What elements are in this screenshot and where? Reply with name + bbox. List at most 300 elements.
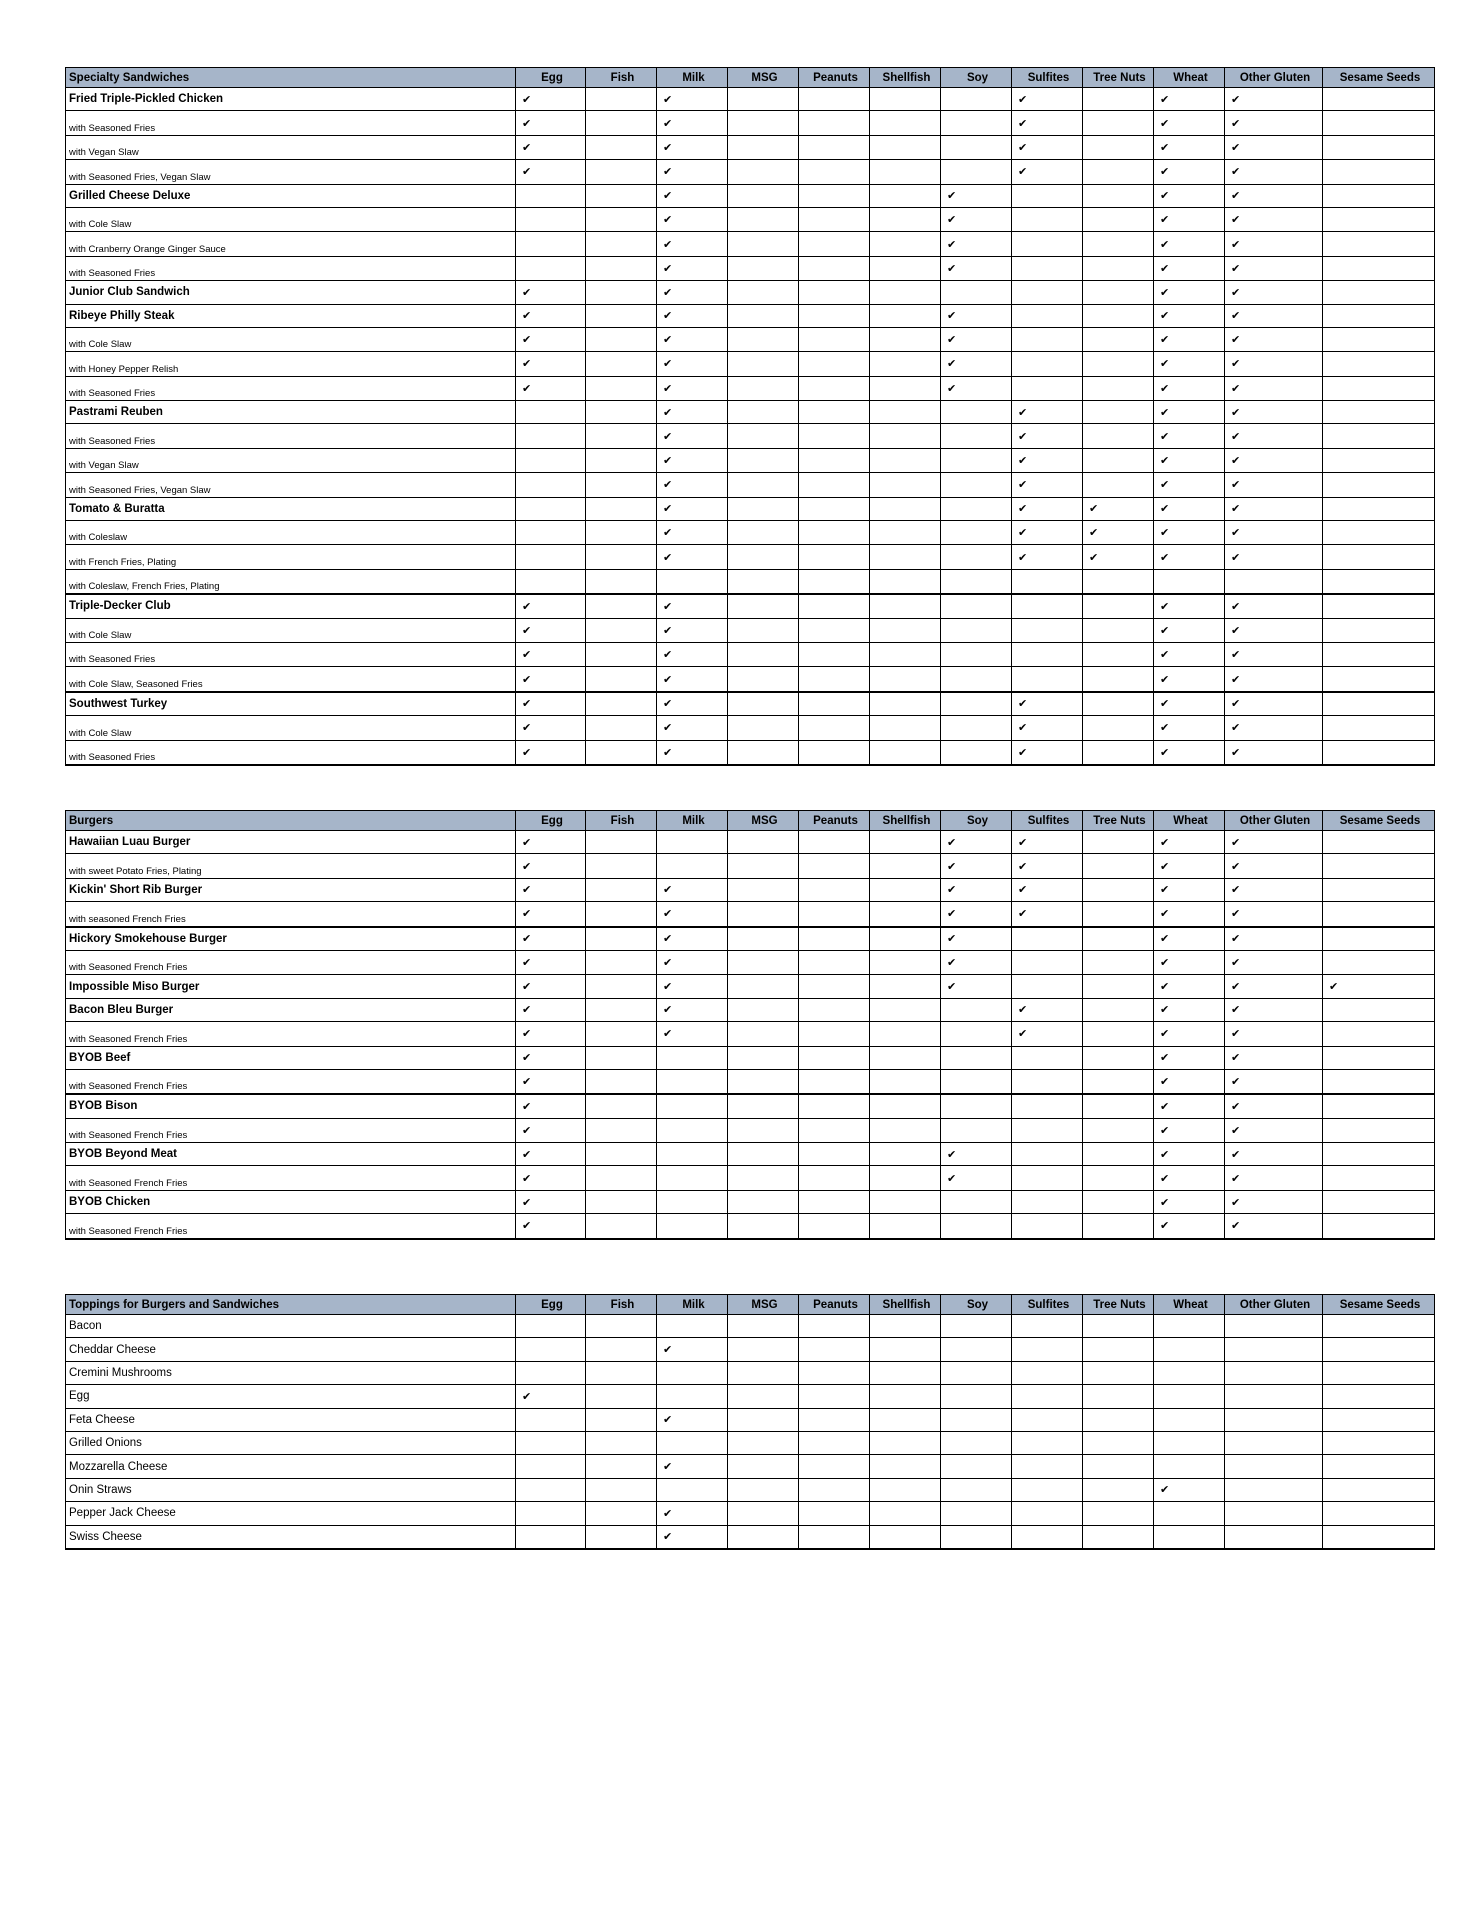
allergen-cell (1012, 1431, 1083, 1454)
menu-item-variant: with Coleslaw, French Fries, Plating (66, 569, 516, 594)
check-icon: ✔ (1231, 430, 1241, 443)
allergen-cell (1083, 473, 1154, 497)
check-icon: ✔ (1160, 382, 1170, 395)
allergen-cell (657, 569, 728, 594)
table-row (66, 135, 1435, 159)
allergen-cell (728, 545, 799, 569)
menu-item-variant: with Cole Slaw (66, 327, 516, 351)
allergen-cell (870, 1069, 941, 1094)
allergen-cell (516, 975, 586, 998)
column-header: Sesame Seeds (1323, 811, 1435, 831)
allergen-cell (657, 902, 728, 927)
check-icon: ✔ (663, 884, 673, 897)
allergen-cell (657, 207, 728, 231)
allergen-cell (1225, 1315, 1323, 1338)
allergen-cell (1323, 569, 1435, 594)
allergen-cell (870, 473, 941, 497)
allergen-cell (870, 232, 941, 256)
allergen-cell (657, 1118, 728, 1142)
allergen-cell (941, 304, 1012, 327)
menu-item-name: Triple-Decker Club (66, 594, 516, 618)
table-row (66, 232, 1435, 256)
allergen-cell (1083, 1315, 1154, 1338)
allergen-cell (657, 232, 728, 256)
allergen-cell (799, 281, 870, 304)
allergen-cell (728, 1502, 799, 1525)
column-header: Egg (516, 68, 586, 88)
allergen-cell (657, 692, 728, 716)
check-icon: ✔ (1160, 1076, 1170, 1089)
allergen-cell (586, 1143, 657, 1166)
check-icon: ✔ (663, 933, 673, 946)
allergen-cell (941, 327, 1012, 351)
allergen-cell (1225, 135, 1323, 159)
column-header: MSG (728, 1295, 799, 1315)
allergen-cell (1323, 1431, 1435, 1454)
check-icon: ✔ (663, 908, 673, 921)
allergen-cell (1154, 1502, 1225, 1525)
allergen-cell (799, 1525, 870, 1549)
allergen-cell (1225, 424, 1323, 448)
table-row (66, 376, 1435, 400)
allergen-cell (941, 521, 1012, 545)
check-icon: ✔ (522, 1148, 532, 1161)
allergen-cell (657, 448, 728, 472)
allergen-cell (799, 692, 870, 716)
table-row (66, 667, 1435, 692)
allergen-cell (657, 618, 728, 642)
allergen-cell (870, 1525, 941, 1549)
allergen-cell (1154, 376, 1225, 400)
table-row (66, 642, 1435, 666)
allergen-cell (728, 1118, 799, 1142)
check-icon: ✔ (1018, 1004, 1028, 1017)
check-icon: ✔ (947, 884, 957, 897)
allergen-cell (799, 1338, 870, 1361)
check-icon: ✔ (1231, 1196, 1241, 1209)
table-row (66, 352, 1435, 376)
allergen-cell (516, 304, 586, 327)
column-header: Peanuts (799, 68, 870, 88)
allergen-cell (1154, 998, 1225, 1021)
allergen-cell (1154, 927, 1225, 951)
allergen-cell (941, 1455, 1012, 1478)
check-icon: ✔ (522, 1172, 532, 1185)
allergen-cell (1083, 1094, 1154, 1118)
table-row (66, 998, 1435, 1021)
allergen-cell (657, 424, 728, 448)
allergen-cell (941, 642, 1012, 666)
allergen-cell (586, 1190, 657, 1213)
allergen-cell (1154, 184, 1225, 207)
allergen-cell (870, 878, 941, 901)
check-icon: ✔ (663, 1028, 673, 1041)
allergen-cell (1154, 424, 1225, 448)
allergen-cell (586, 135, 657, 159)
allergen-cell (657, 160, 728, 184)
allergen-cell (1083, 1069, 1154, 1094)
check-icon: ✔ (1160, 1004, 1170, 1017)
check-icon: ✔ (1018, 455, 1028, 468)
allergen-cell (516, 716, 586, 740)
allergen-cell (1012, 281, 1083, 304)
check-icon: ✔ (663, 673, 673, 686)
menu-item-name: Onin Straws (66, 1478, 516, 1501)
check-icon: ✔ (1160, 860, 1170, 873)
allergen-cell (1225, 667, 1323, 692)
check-icon: ✔ (1160, 310, 1170, 323)
allergen-cell (1083, 1338, 1154, 1361)
specialty-sandwiches-table (65, 67, 1435, 766)
allergen-cell (728, 473, 799, 497)
check-icon: ✔ (663, 981, 673, 994)
allergen-cell (1323, 135, 1435, 159)
allergen-cell (1012, 950, 1083, 974)
allergen-cell (799, 1408, 870, 1431)
table-row (66, 1094, 1435, 1118)
allergen-cell (1012, 1361, 1083, 1384)
allergen-cell (728, 594, 799, 618)
check-icon: ✔ (1329, 981, 1339, 994)
allergen-cell (799, 594, 870, 618)
check-icon: ✔ (1018, 141, 1028, 154)
allergen-cell (586, 950, 657, 974)
menu-item-name: BYOB Chicken (66, 1190, 516, 1213)
allergen-cell (586, 473, 657, 497)
check-icon: ✔ (663, 1461, 673, 1474)
check-icon: ✔ (1160, 1484, 1170, 1497)
menu-item-variant: with Seasoned Fries (66, 376, 516, 400)
allergen-cell (1323, 1046, 1435, 1069)
allergen-cell (657, 256, 728, 280)
allergen-cell (799, 998, 870, 1021)
check-icon: ✔ (663, 141, 673, 154)
allergen-cell (799, 740, 870, 765)
allergen-cell (941, 207, 1012, 231)
table-row (66, 1214, 1435, 1239)
allergen-cell (1225, 1046, 1323, 1069)
menu-item-name: Swiss Cheese (66, 1525, 516, 1549)
allergen-cell (586, 740, 657, 765)
allergen-cell (1012, 545, 1083, 569)
allergen-cell (941, 1094, 1012, 1118)
check-icon: ✔ (1160, 957, 1170, 970)
allergen-cell (1154, 304, 1225, 327)
allergen-cell (586, 1502, 657, 1525)
allergen-cell (1323, 184, 1435, 207)
allergen-cell (870, 184, 941, 207)
allergen-cell (586, 327, 657, 351)
allergen-cell (1323, 667, 1435, 692)
allergen-cell (1323, 1022, 1435, 1046)
allergen-cell (870, 207, 941, 231)
allergen-cell (1323, 740, 1435, 765)
column-header: Sesame Seeds (1323, 68, 1435, 88)
allergen-cell (728, 667, 799, 692)
check-icon: ✔ (663, 722, 673, 735)
allergen-cell (799, 1361, 870, 1384)
allergen-cell (657, 88, 728, 111)
allergen-cell (728, 740, 799, 765)
allergen-cell (870, 594, 941, 618)
allergen-cell (799, 902, 870, 927)
allergen-cell (1083, 716, 1154, 740)
menu-item-name: Bacon Bleu Burger (66, 998, 516, 1021)
check-icon: ✔ (1018, 527, 1028, 540)
allergen-cell (1323, 1118, 1435, 1142)
allergen-cell (516, 376, 586, 400)
allergen-cell (657, 667, 728, 692)
check-icon: ✔ (947, 981, 957, 994)
allergen-cell (941, 1190, 1012, 1213)
column-header: Tree Nuts (1083, 811, 1154, 831)
allergen-cell (657, 975, 728, 998)
allergen-cell (728, 497, 799, 520)
allergen-cell (1012, 521, 1083, 545)
allergen-cell (516, 1525, 586, 1549)
allergen-cell (1225, 232, 1323, 256)
allergen-cell (586, 1166, 657, 1190)
allergen-cell (1225, 352, 1323, 376)
check-icon: ✔ (1160, 141, 1170, 154)
allergen-cell (586, 352, 657, 376)
check-icon: ✔ (1160, 190, 1170, 203)
allergen-cell (1012, 184, 1083, 207)
allergen-cell (1012, 1094, 1083, 1118)
check-icon: ✔ (1231, 1052, 1241, 1065)
allergen-cell (657, 352, 728, 376)
allergen-cell (799, 1190, 870, 1213)
check-icon: ✔ (1231, 1028, 1241, 1041)
menu-item-variant: with Cole Slaw (66, 716, 516, 740)
allergen-cell (728, 716, 799, 740)
allergen-cell (586, 424, 657, 448)
allergen-cell (516, 831, 586, 854)
table-row (66, 160, 1435, 184)
allergen-cell (1323, 618, 1435, 642)
allergen-cell (657, 594, 728, 618)
allergen-cell (1225, 1525, 1323, 1549)
allergen-cell (728, 1069, 799, 1094)
allergen-cell (657, 998, 728, 1021)
allergen-cell (728, 401, 799, 424)
allergen-cell (799, 88, 870, 111)
column-header: Peanuts (799, 1295, 870, 1315)
allergen-cell (586, 256, 657, 280)
allergen-cell (1323, 352, 1435, 376)
allergen-cell (728, 521, 799, 545)
check-icon: ✔ (522, 1028, 532, 1041)
allergen-cell (657, 1069, 728, 1094)
allergen-cell (799, 473, 870, 497)
check-icon: ✔ (1160, 1028, 1170, 1041)
allergen-cell (586, 497, 657, 520)
allergen-cell (1154, 135, 1225, 159)
allergen-cell (586, 667, 657, 692)
allergen-cell (1083, 950, 1154, 974)
allergen-cell (1083, 1046, 1154, 1069)
check-icon: ✔ (947, 1172, 957, 1185)
check-icon: ✔ (1231, 860, 1241, 873)
allergen-cell (516, 1385, 586, 1408)
allergen-cell (941, 594, 1012, 618)
menu-item-name: Impossible Miso Burger (66, 975, 516, 998)
allergen-cell (586, 448, 657, 472)
check-icon: ✔ (663, 406, 673, 419)
allergen-cell (1323, 1214, 1435, 1239)
allergen-cell (1225, 256, 1323, 280)
allergen-cell (799, 135, 870, 159)
table-row (66, 1022, 1435, 1046)
allergen-cell (1154, 950, 1225, 974)
check-icon: ✔ (1231, 1148, 1241, 1161)
allergen-cell (728, 1385, 799, 1408)
allergen-cell (586, 88, 657, 111)
check-icon: ✔ (522, 310, 532, 323)
allergen-cell (728, 376, 799, 400)
allergen-cell (941, 497, 1012, 520)
allergen-cell (1323, 401, 1435, 424)
allergen-cell (1323, 927, 1435, 951)
menu-item-variant: with Seasoned Fries (66, 256, 516, 280)
column-header: Peanuts (799, 811, 870, 831)
allergen-cell (657, 111, 728, 135)
check-icon: ✔ (1231, 358, 1241, 371)
allergen-cell (657, 1094, 728, 1118)
allergen-cell (1154, 256, 1225, 280)
table-row (66, 497, 1435, 520)
allergen-cell (1083, 88, 1154, 111)
check-icon: ✔ (663, 310, 673, 323)
allergen-cell (1083, 327, 1154, 351)
check-icon: ✔ (663, 286, 673, 299)
check-icon: ✔ (522, 698, 532, 711)
allergen-cell (1154, 448, 1225, 472)
allergen-cell (1225, 1118, 1323, 1142)
check-icon: ✔ (522, 746, 532, 759)
check-icon: ✔ (1160, 214, 1170, 227)
allergen-cell (657, 1431, 728, 1454)
allergen-cell (870, 111, 941, 135)
allergen-cell (516, 1190, 586, 1213)
allergen-cell (586, 1525, 657, 1549)
check-icon: ✔ (1160, 406, 1170, 419)
allergen-cell (1083, 160, 1154, 184)
check-icon: ✔ (1231, 382, 1241, 395)
allergen-cell (1225, 207, 1323, 231)
check-icon: ✔ (1231, 286, 1241, 299)
allergen-cell (1225, 1022, 1323, 1046)
allergen-cell (657, 184, 728, 207)
allergen-cell (516, 1315, 586, 1338)
column-header: Sesame Seeds (1323, 1295, 1435, 1315)
allergen-cell (1012, 256, 1083, 280)
allergen-cell (586, 854, 657, 878)
allergen-cell (1154, 902, 1225, 927)
menu-item-variant: with Cole Slaw (66, 207, 516, 231)
allergen-cell (516, 160, 586, 184)
allergen-cell (1012, 740, 1083, 765)
check-icon: ✔ (663, 600, 673, 613)
allergen-cell (941, 1385, 1012, 1408)
table-row (66, 1478, 1435, 1501)
allergen-cell (728, 1214, 799, 1239)
check-icon: ✔ (1018, 698, 1028, 711)
check-icon: ✔ (522, 334, 532, 347)
allergen-cell (1083, 1525, 1154, 1549)
allergen-cell (799, 497, 870, 520)
check-icon: ✔ (1231, 551, 1241, 564)
allergen-cell (941, 1338, 1012, 1361)
check-icon: ✔ (1160, 358, 1170, 371)
table-row (66, 927, 1435, 951)
check-icon: ✔ (1160, 933, 1170, 946)
allergen-cell (941, 1502, 1012, 1525)
check-icon: ✔ (1231, 746, 1241, 759)
allergen-cell (941, 1046, 1012, 1069)
allergen-cell (870, 1431, 941, 1454)
check-icon: ✔ (1018, 93, 1028, 106)
allergen-cell (799, 160, 870, 184)
allergen-cell (1225, 902, 1323, 927)
allergen-cell (1012, 1118, 1083, 1142)
allergen-cell (870, 1385, 941, 1408)
allergen-cell (657, 740, 728, 765)
allergen-cell (1225, 950, 1323, 974)
allergen-cell (1083, 1431, 1154, 1454)
allergen-cell (586, 692, 657, 716)
check-icon: ✔ (1160, 527, 1170, 540)
allergen-cell (1012, 854, 1083, 878)
allergen-cell (870, 1022, 941, 1046)
allergen-cell (1225, 740, 1323, 765)
allergen-cell (516, 448, 586, 472)
allergen-cell (1083, 831, 1154, 854)
allergen-cell (799, 376, 870, 400)
allergen-cell (1154, 642, 1225, 666)
column-header: Soy (941, 1295, 1012, 1315)
allergen-cell (586, 1069, 657, 1094)
allergen-cell (941, 569, 1012, 594)
allergen-cell (870, 1455, 941, 1478)
allergen-cell (1225, 1431, 1323, 1454)
table-row (66, 545, 1435, 569)
allergen-cell (657, 1478, 728, 1501)
column-header: Tree Nuts (1083, 1295, 1154, 1315)
allergen-cell (1154, 878, 1225, 901)
allergen-cell (799, 1478, 870, 1501)
check-icon: ✔ (1018, 406, 1028, 419)
check-icon: ✔ (663, 1004, 673, 1017)
check-icon: ✔ (1160, 698, 1170, 711)
allergen-cell (1225, 618, 1323, 642)
allergen-cell (1154, 831, 1225, 854)
allergen-cell (799, 1315, 870, 1338)
allergen-cell (657, 950, 728, 974)
allergen-cell (799, 1022, 870, 1046)
check-icon: ✔ (1089, 503, 1099, 516)
allergen-cell (1012, 1525, 1083, 1549)
column-header: Sulfites (1012, 811, 1083, 831)
check-icon: ✔ (1089, 527, 1099, 540)
table-row (66, 950, 1435, 974)
allergen-cell (1083, 854, 1154, 878)
allergen-cell (1323, 473, 1435, 497)
check-icon: ✔ (522, 836, 532, 849)
allergen-cell (799, 878, 870, 901)
allergen-cell (728, 232, 799, 256)
check-icon: ✔ (1018, 503, 1028, 516)
